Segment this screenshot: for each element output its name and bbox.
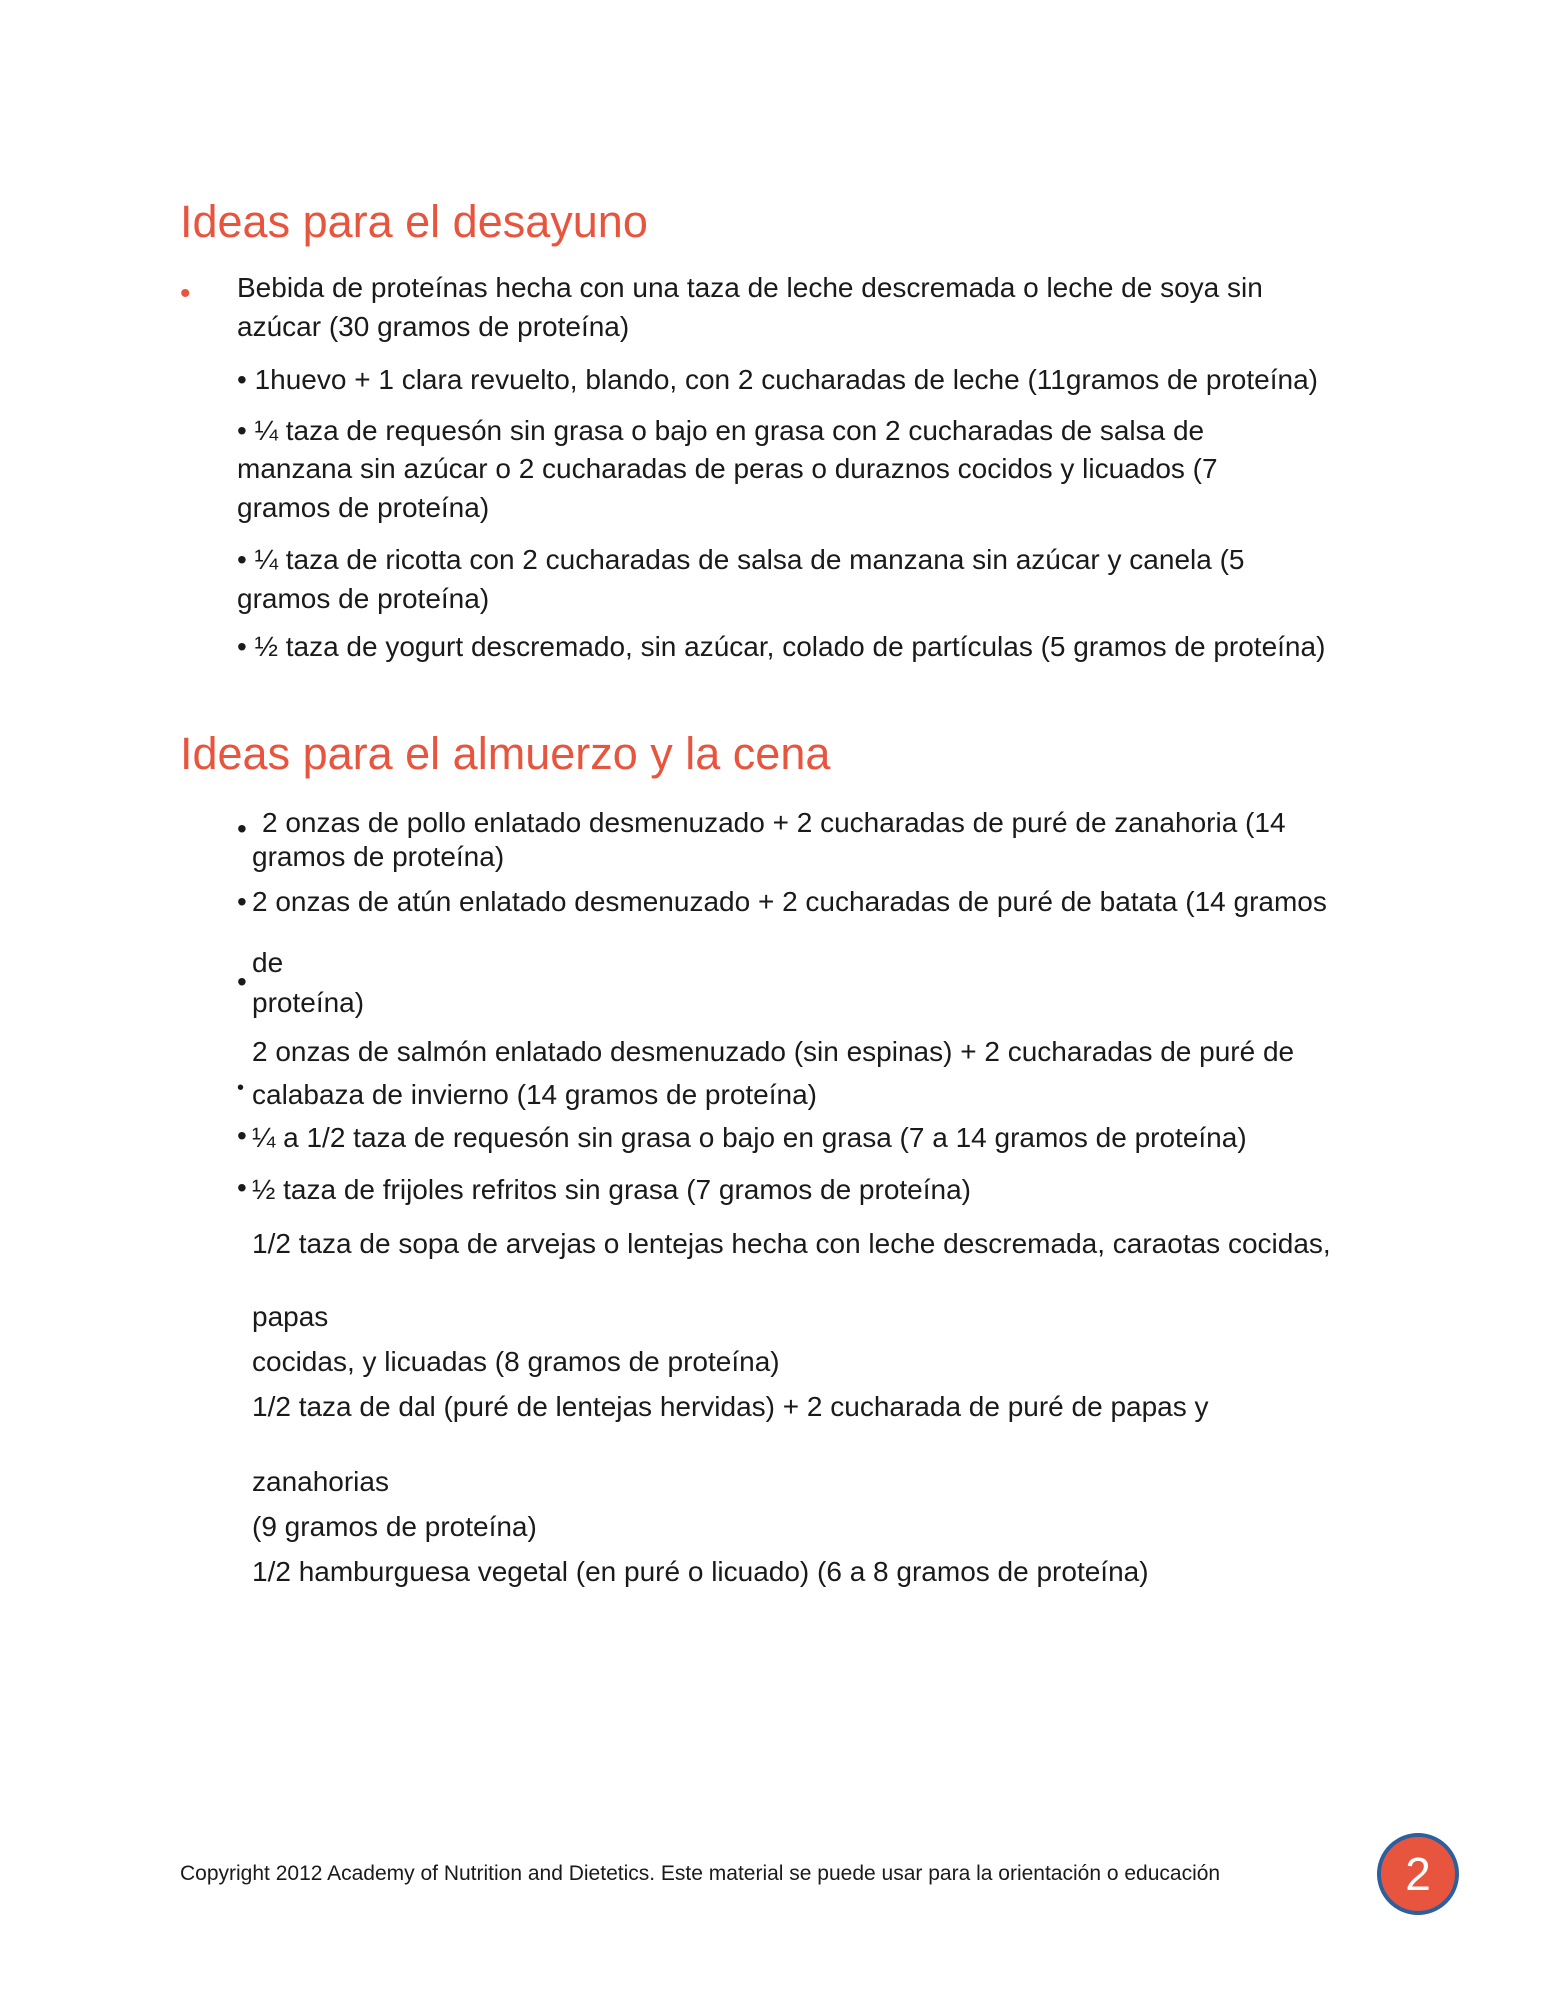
page-number-badge: 2 <box>1377 1833 1459 1915</box>
lunch-line-10: 1/2 taza de sopa de arvejas o lentejas hecha con leche descremada, caraotas cocidas, <box>252 1228 1331 1259</box>
bullet: • <box>237 886 247 917</box>
lunch-line-2: gramos de proteína) <box>252 841 505 872</box>
bullet: • <box>237 813 247 844</box>
bullet: • <box>237 1172 247 1203</box>
lunch-line-5: proteína) <box>252 987 365 1018</box>
lunch-line-14: zanahorias <box>252 1466 389 1497</box>
lunch-line-6: 2 onzas de salmón enlatado desmenuzado (sin espinas) + 2 cucharadas de puré de <box>252 1036 1295 1067</box>
copyright-footer: Copyright 2012 Academy of Nutrition and Dietetics. Este material se puede usar para la orientación o educación <box>180 1862 1221 1885</box>
bullet: • <box>237 1077 245 1099</box>
bullet: • <box>237 966 247 997</box>
lunch-line-16: 1/2 hamburguesa vegetal (en puré o licuado) (6 a 8 gramos de proteína) <box>252 1556 1149 1587</box>
breakfast-heading: Ideas para el desayuno <box>180 196 648 247</box>
lunch-line-3: 2 onzas de atún enlatado desmenuzado + 2 cucharadas de puré de batata (14 gramos <box>252 886 1327 917</box>
breakfast-item-3-line-3: gramos de proteína) <box>237 492 490 523</box>
lunch-line-12: cocidas, y licuadas (8 gramos de proteína) <box>252 1346 780 1377</box>
breakfast-item-2: • 1huevo + 1 clara revuelto, blando, con 2 cucharadas de leche (11gramos de proteína) <box>237 364 1318 395</box>
lunch-dinner-heading: Ideas para el almuerzo y la cena <box>180 728 831 779</box>
breakfast-item-4-line-2: gramos de proteína) <box>237 583 490 614</box>
bullet: • <box>180 277 191 310</box>
lunch-line-15: (9 gramos de proteína) <box>252 1511 537 1542</box>
lunch-line-8: ¼ a 1/2 taza de requesón sin grasa o bajo en grasa (7 a 14 gramos de proteína) <box>252 1122 1247 1153</box>
breakfast-item-1-line-2: azúcar (30 gramos de proteína) <box>237 311 630 342</box>
lunch-line-9: ½ taza de frijoles refritos sin grasa (7 gramos de proteína) <box>252 1174 972 1205</box>
breakfast-item-4-line-1: • ¼ taza de ricotta con 2 cucharadas de salsa de manzana sin azúcar y canela (5 <box>237 544 1245 575</box>
lunch-line-1: 2 onzas de pollo enlatado desmenuzado + 2 cucharadas de puré de zanahoria (14 <box>262 807 1286 838</box>
breakfast-item-3-line-1: • ¼ taza de requesón sin grasa o bajo en grasa con 2 cucharadas de salsa de <box>237 415 1205 446</box>
lunch-line-7: calabaza de invierno (14 gramos de proteína) <box>252 1079 818 1110</box>
breakfast-item-5: • ½ taza de yogurt descremado, sin azúcar, colado de partículas (5 gramos de proteína) <box>237 631 1326 662</box>
breakfast-item-1-line-1: Bebida de proteínas hecha con una taza de leche descremada o leche de soya sin <box>237 272 1263 303</box>
breakfast-item-3-line-2: manzana sin azúcar o 2 cucharadas de peras o duraznos cocidos y licuados (7 <box>237 453 1218 484</box>
lunch-line-13: 1/2 taza de dal (puré de lentejas hervidas) + 2 cucharada de puré de papas y <box>252 1391 1209 1422</box>
lunch-line-11: papas <box>252 1301 329 1332</box>
lunch-line-4: de <box>252 947 284 978</box>
bullet: • <box>237 1120 247 1151</box>
